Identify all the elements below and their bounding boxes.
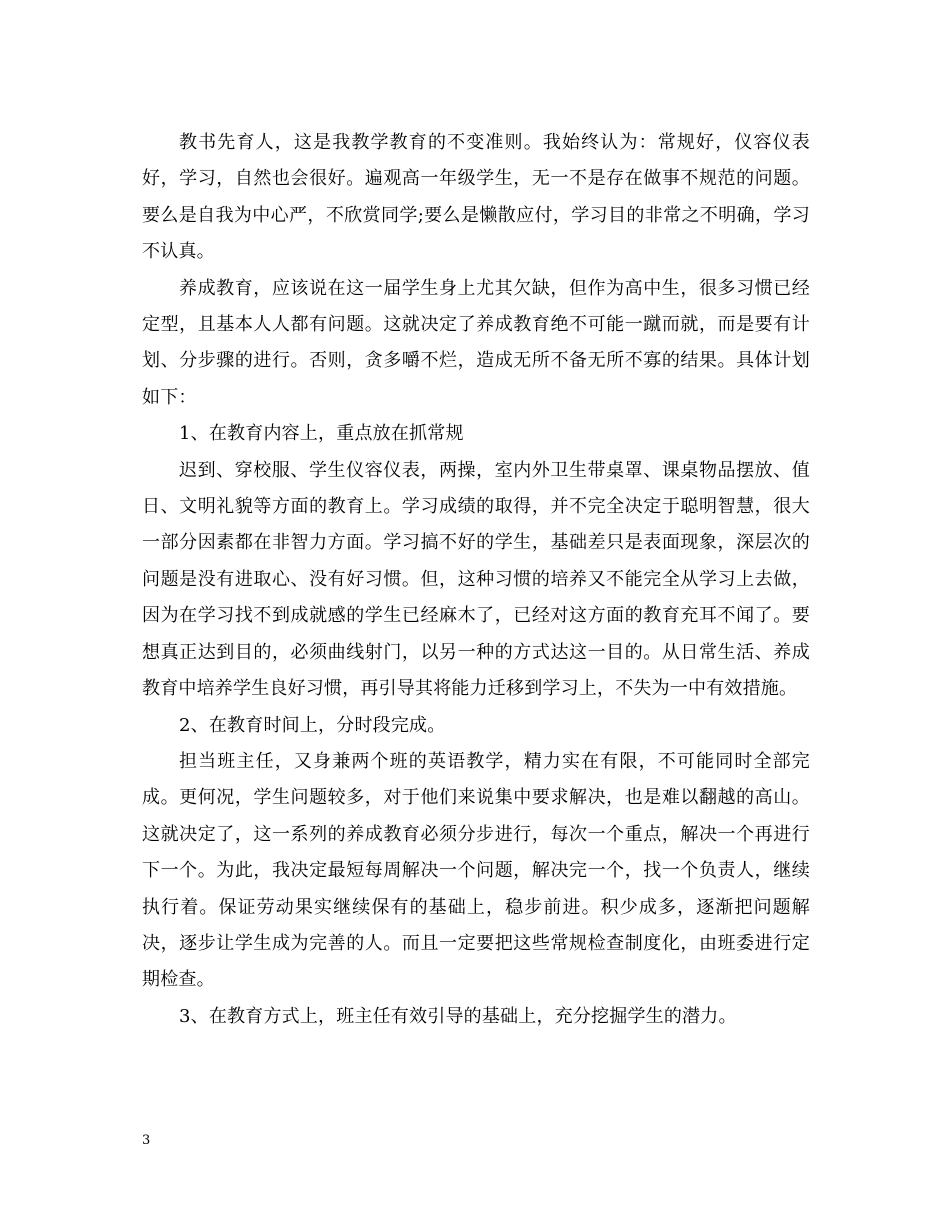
paragraph-2: 养成教育，应该说在这一届学生身上尤其欠缺，但作为高中生，很多习惯已经定型，且基本人人都有问题。这就决定了养成教育绝不可能一蹴而就，而是要有计划、分步骤的进行。否则，贪多嚼不烂，造成无所不备无所不寡的结果。具体计划如下： bbox=[142, 277, 810, 408]
paragraph-4: 担当班主任，又身兼两个班的英语教学，精力实在有限，不可能同时全部完成。更何况，学生问题较多，对于他们来说集中要求解决，也是难以翻越的高山。这就决定了，这一系列的养成教育必须分步进行，每次一个重点，解决一个再进行下一个。为此，我决定最短每周解决一个问题，解决完一个，找一个负责人，继续执行着。保证劳动果实继续保有的基础上，稳步前进。积少成多，逐渐把问题解决，逐步让学生成为完善的人。而且一定要把这些常规检查制度化，由班委进行定期检查。 bbox=[142, 750, 810, 991]
paragraph-1: 教书先育人，这是我教学教育的不变准则。我始终认为：常规好，仪容仪表好，学习，自然也会很好。遍观高一年级学生，无一不是存在做事不规范的问题。要么是自我为中心严，不欣赏同学;要么是懒散应付，学习目的非常之不明确，学习不认真。 bbox=[142, 132, 810, 263]
paragraph-3: 迟到、穿校服、学生仪容仪表，两操，室内外卫生带桌罩、课桌物品摆放、值日、文明礼貌等方面的教育上。学习成绩的取得，并不完全决定于聪明智慧，很大一部分因素都在非智力方面。学习搞不好的学生，基础差只是表面现象，深层次的问题是没有进取心、没有好习惯。但，这种习惯的培养又不能完全从学习上去做，因为在学习找不到成就感的学生已经麻木了，已经对这方面的教育充耳不闻了。要想真正达到目的，必须曲线射门，以另一种的方式达这一目的。从日常生活、养成教育中培养学生良好习惯，再引导其将能力迁移到学习上，不失为一中有效措施。 bbox=[142, 459, 810, 700]
document-body bbox=[142, 125, 810, 1035]
page-number: 3 bbox=[142, 1133, 151, 1148]
section-heading-2: 2、在教育时间上，分时段完成。 bbox=[179, 714, 446, 736]
section-heading-3: 3、在教育方式上，班主任有效引导的基础上，充分挖掘学生的潜力。 bbox=[179, 1005, 737, 1027]
section-heading-1: 1、在教育内容上，重点放在抓常规 bbox=[179, 423, 464, 445]
